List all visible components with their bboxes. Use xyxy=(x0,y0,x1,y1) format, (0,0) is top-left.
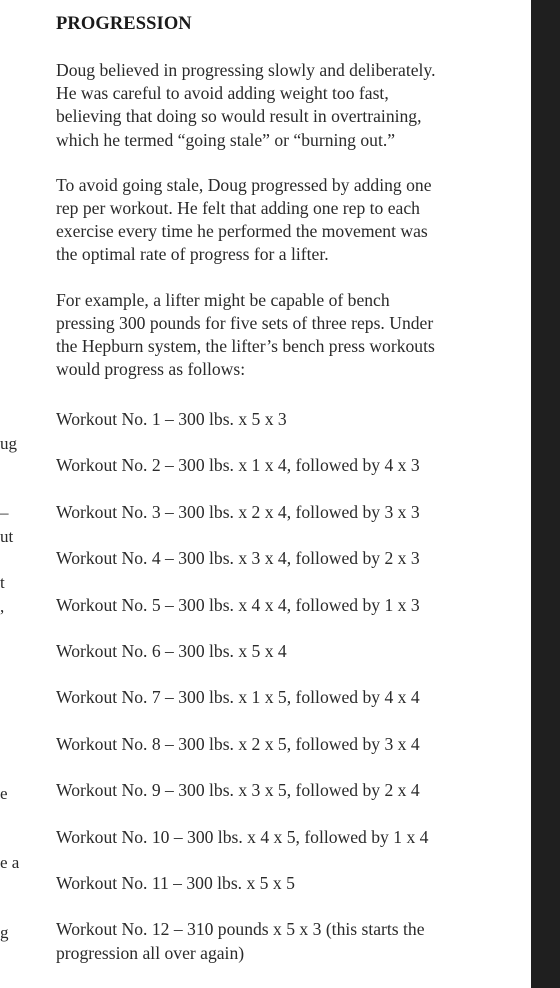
margin-fragment: t xyxy=(0,573,5,592)
margin-fragment: , xyxy=(0,597,5,616)
workout-item: Workout No. 8 – 300 lbs. x 2 x 5, followed by 3 x 4 xyxy=(56,733,420,754)
paragraph: To avoid going stale, Doug progressed by adding one rep per workout. He felt that adding one rep to each exercise every time he performed the movement was the optimal rate of progress for a lifter. xyxy=(56,174,432,265)
margin-fragment: ut xyxy=(0,527,14,546)
workout-item: Workout No. 10 – 300 lbs. x 4 x 5, followed by 1 x 4 xyxy=(56,826,429,847)
workout-item: Workout No. 11 – 300 lbs. x 5 x 5 xyxy=(56,872,295,893)
workout-list xyxy=(56,408,524,988)
workout-item: Workout No. 9 – 300 lbs. x 3 x 5, followed by 2 x 4 xyxy=(56,780,420,801)
workout-item: Workout No. 1 – 300 lbs. x 5 x 3 xyxy=(56,409,287,429)
workout-item: Workout No. 2 – 300 lbs. x 1 x 4, followed by 4 x 3 xyxy=(56,455,420,476)
workout-item: Workout No. 12 – 310 pounds x 5 x 3 (this starts the progression all over again) xyxy=(56,919,425,963)
margin-fragment: e xyxy=(0,784,8,803)
margin-fragment: ug xyxy=(0,434,17,453)
workout-item: Workout No. 7 – 300 lbs. x 1 x 5, followed by 4 x 4 xyxy=(56,687,420,708)
section-heading: PROGRESSION xyxy=(56,14,192,34)
workout-item: Workout No. 4 – 300 lbs. x 3 x 4, followed by 2 x 3 xyxy=(56,548,420,569)
workout-item: Workout No. 3 – 300 lbs. x 2 x 4, followed by 3 x 3 xyxy=(56,501,420,522)
page-edge-shadow xyxy=(531,0,560,988)
paragraph: For example, a lifter might be capable of bench pressing 300 pounds for five sets of three reps. Under the Hepburn system, the lifter’s bench press workouts would progress as follows: xyxy=(56,289,435,380)
workout-item: Workout No. 6 – 300 lbs. x 5 x 4 xyxy=(56,640,287,661)
workout-item: Workout No. 5 – 300 lbs. x 4 x 4, followed by 1 x 3 xyxy=(56,594,420,615)
margin-fragment: – xyxy=(0,503,9,522)
article-body xyxy=(56,12,524,403)
margin-fragment: e a xyxy=(0,853,20,872)
paragraph: Doug believed in progressing slowly and deliberately. He was careful to avoid adding weight too fast, believing that doing so would result in overtraining, which he termed “going stale” or “burning out.” xyxy=(56,60,436,150)
margin-fragment: g xyxy=(0,923,9,942)
